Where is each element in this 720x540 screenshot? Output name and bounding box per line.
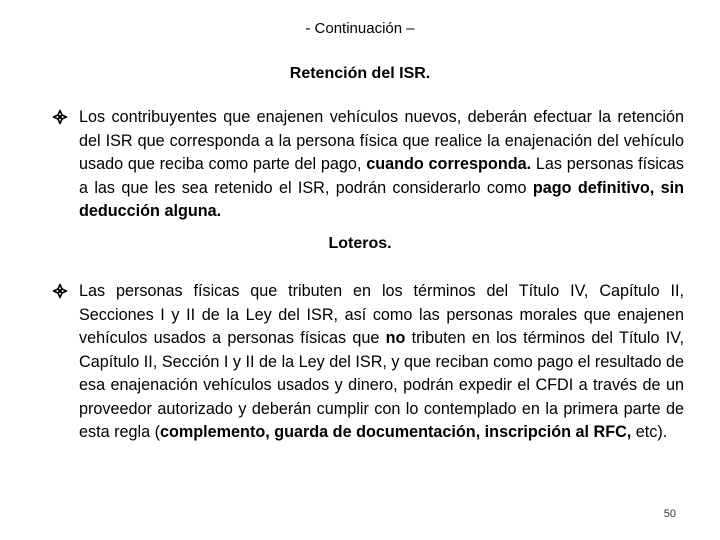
page-number: 50	[663, 508, 676, 520]
bullet-item-loteros	[52, 280, 684, 445]
bullet-text: Los contribuyentes que enajenen vehículos nuevos, deberán efectuar la retención del ISR que corresponda a la persona física que realice la enajenación del vehículo usado que reciba como parte del pago, cuando corresponda. Las personas físicas a las que les sea retenido el ISR, podrán considerarlo como pago definitivo, sin deducción alguna.	[79, 108, 684, 220]
continuation-label: - Continuación –	[305, 20, 415, 37]
diamond-bullet-icon	[52, 283, 68, 299]
bullet-text: Las personas físicas que tributen en los términos del Título IV, Capítulo II, Secciones I y II de la Ley del ISR, así como las personas morales que enajenen vehículos usados a personas físicas que no tributen en los términos del Título IV, Capítulo II, Sección I y II de la Ley del ISR, y que reciban como pago el resultado de esa enajenación vehículos usados y dinero, podrán expedir el CFDI a través de un proveedor autorizado y deberán cumplir con lo contemplado en la primera parte de esta regla (complemento, guarda de documentación, inscripción al RFC, etc).	[79, 282, 685, 441]
diamond-bullet-icon	[52, 109, 68, 125]
section-heading-retencion: Retención del ISR.	[289, 65, 431, 82]
section-heading-loteros: Loteros.	[328, 235, 392, 252]
bullet-item-retencion	[52, 106, 684, 224]
